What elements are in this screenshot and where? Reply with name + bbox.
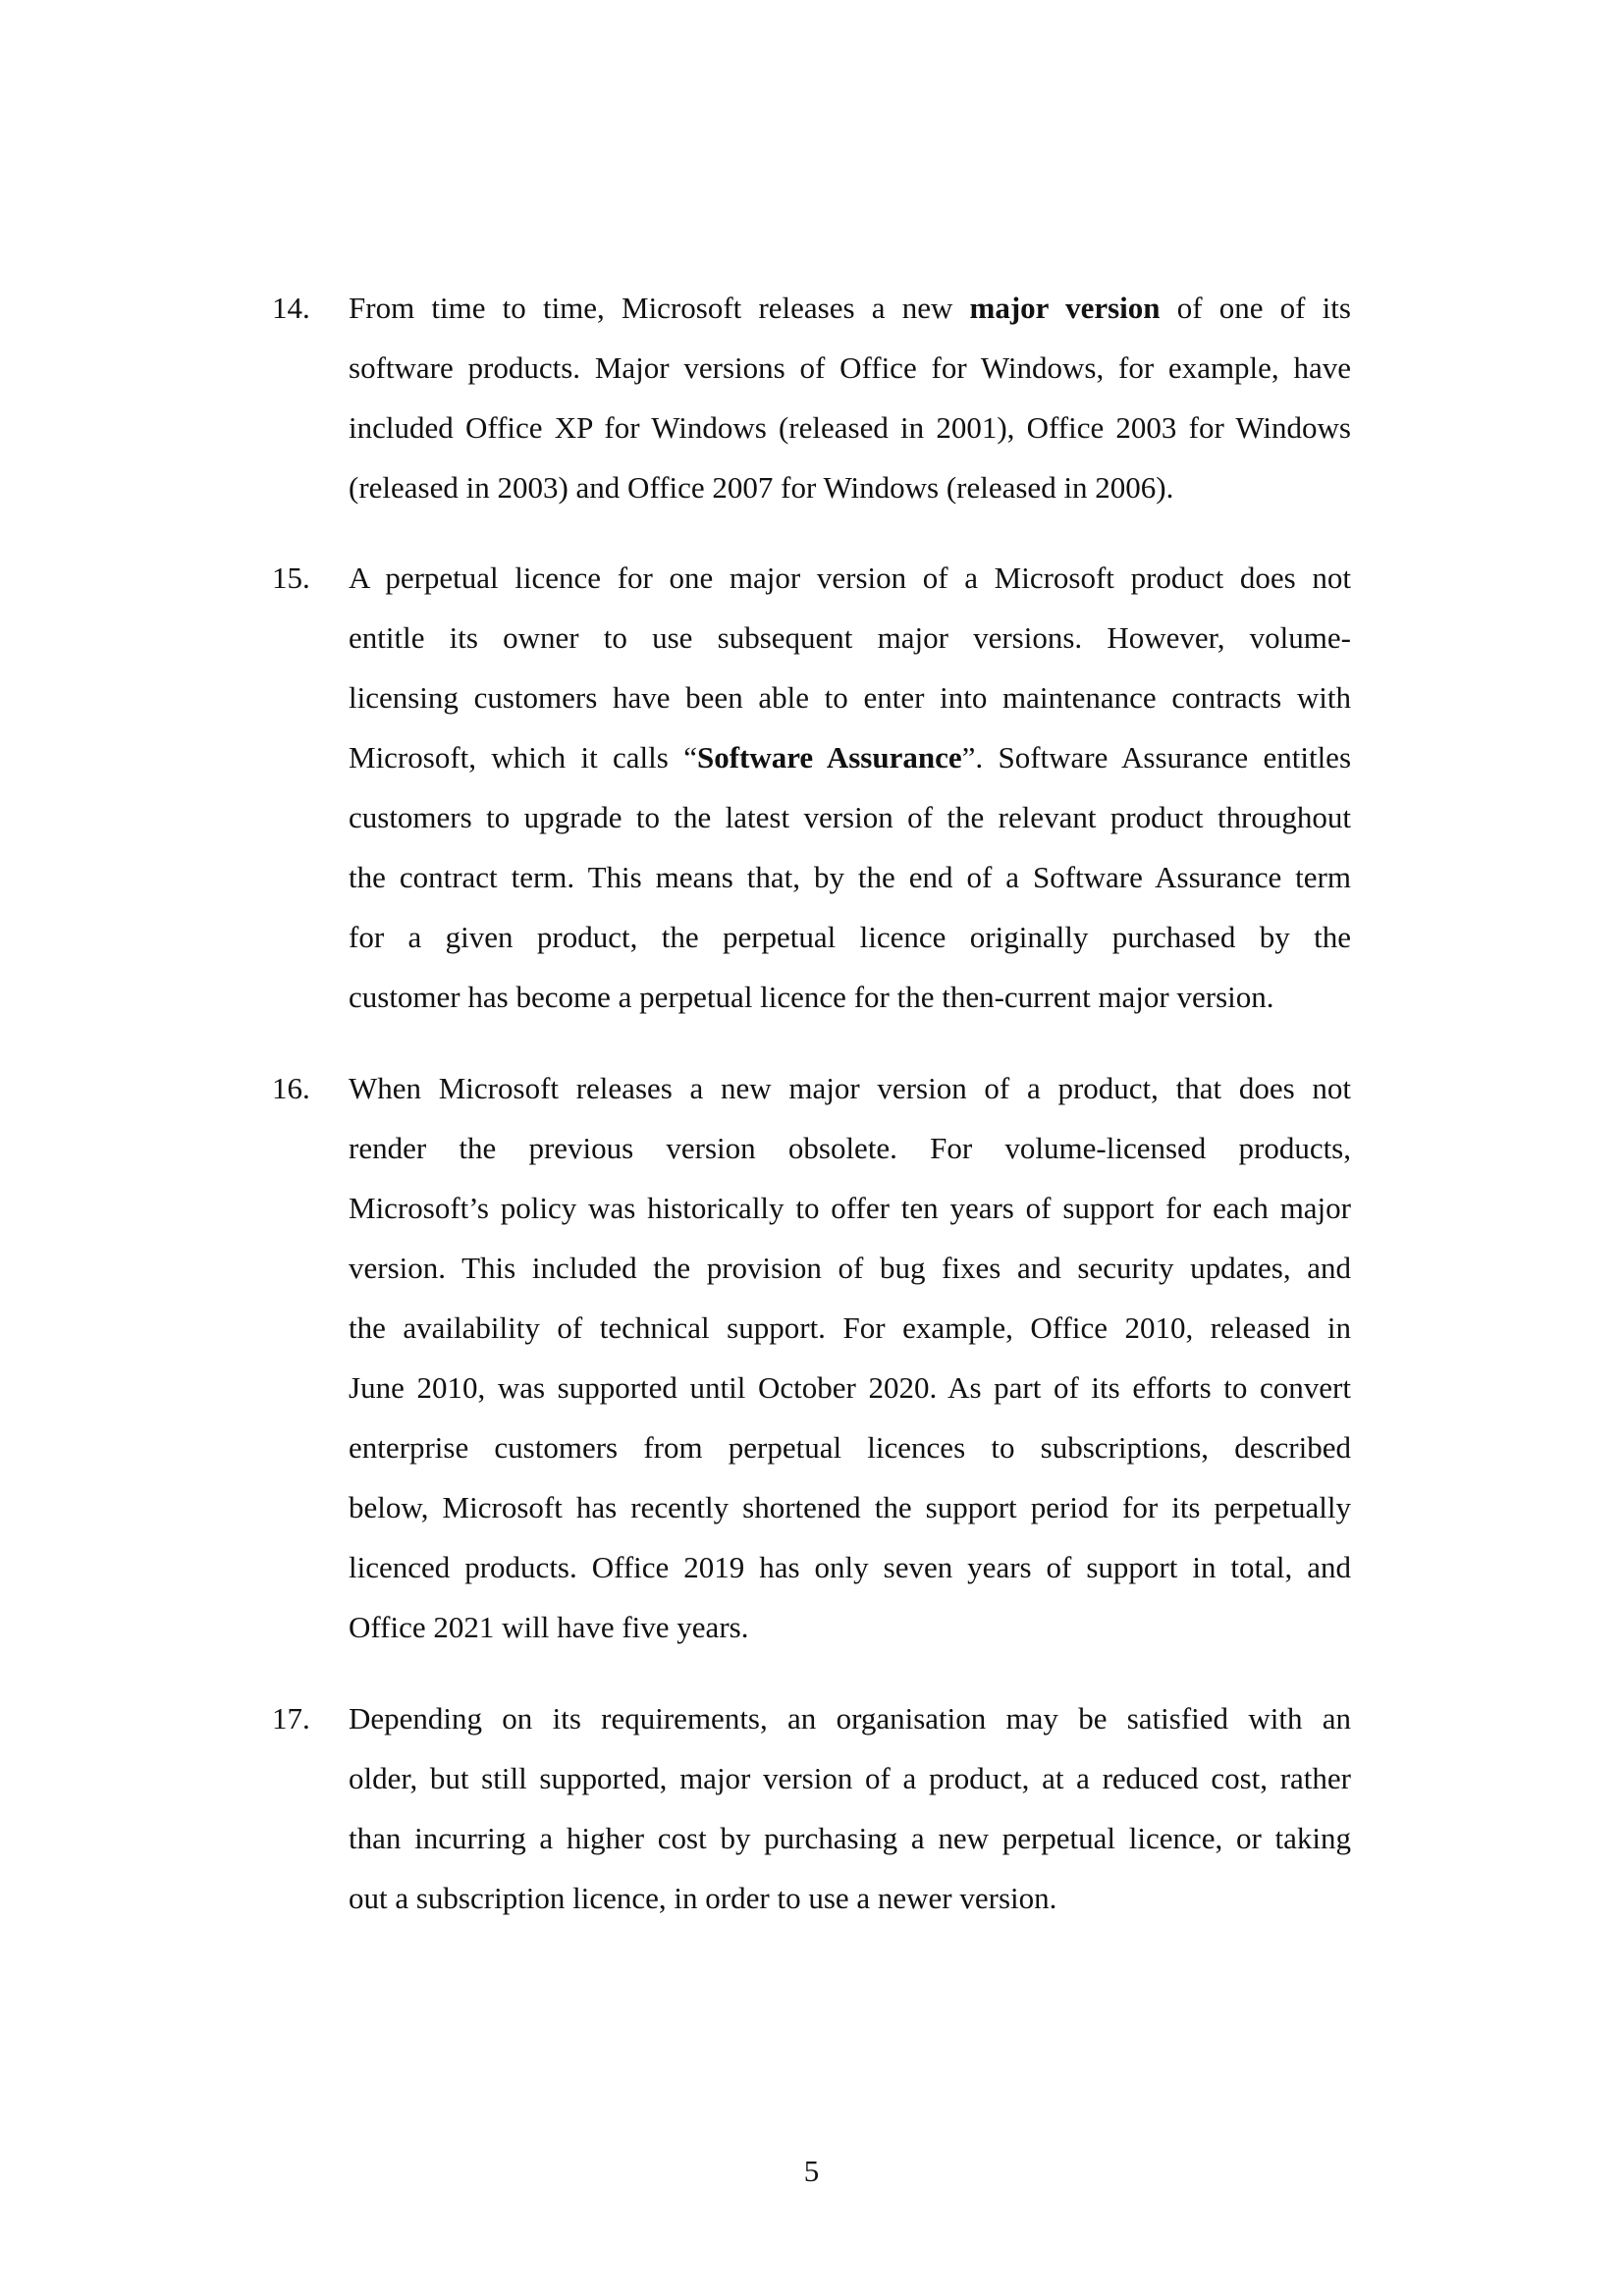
text-line: licenced products. Office 2019 has only seven years of support in total, and xyxy=(349,1550,1351,1584)
text-run: ”. Software Assurance entitles xyxy=(961,740,1352,774)
text-line: enterprise customers from perpetual licences to subscriptions, described xyxy=(349,1430,1351,1465)
text-line: June 2010, was supported until October 2020. As part of its efforts to convert xyxy=(349,1370,1351,1405)
text-line: the availability of technical support. For example, Office 2010, released in xyxy=(349,1310,1351,1345)
text-line: customers to upgrade to the latest version of the relevant product throughout xyxy=(349,800,1351,834)
text-line xyxy=(349,727,1351,787)
paragraph-body xyxy=(349,1058,1351,1657)
text-line: render the previous version obsolete. For volume-licensed products, xyxy=(349,1131,1351,1165)
text-line: below, Microsoft has recently shortened the support period for its perpetually xyxy=(349,1490,1351,1524)
text-line: software products. Major versions of Office for Windows, for example, have xyxy=(349,350,1351,385)
text-line xyxy=(349,278,1351,338)
page-number: 5 xyxy=(803,2154,820,2188)
text-line: customer has become a perpetual licence for the then-current major version. xyxy=(349,980,1274,1014)
text-line: entitle its owner to use subsequent major versions. However, volume- xyxy=(349,620,1351,655)
paragraph-number: 14. xyxy=(272,291,310,325)
paragraph-number: 16. xyxy=(272,1071,310,1105)
text-line: A perpetual licence for one major version of a Microsoft product does not xyxy=(349,561,1351,595)
text-line: included Office XP for Windows (released in 2001), Office 2003 for Windows xyxy=(349,410,1351,445)
text-line: than incurring a higher cost by purchasing a new perpetual licence, or taking xyxy=(349,1821,1351,1855)
text-line: for a given product, the perpetual licence originally purchased by the xyxy=(349,920,1351,954)
text-line: licensing customers have been able to enter into maintenance contracts with xyxy=(349,680,1351,715)
defined-term-software-assurance: Software Assurance xyxy=(696,740,962,774)
paragraph-body xyxy=(349,1688,1351,1928)
text-line: Microsoft’s policy was historically to offer ten years of support for each major xyxy=(349,1191,1351,1225)
text-line: version. This included the provision of bug fixes and security updates, and xyxy=(349,1251,1351,1285)
text-line: Depending on its requirements, an organisation may be satisfied with an xyxy=(349,1701,1351,1735)
paragraph-body xyxy=(349,548,1351,1027)
text-line: out a subscription licence, in order to use a newer version. xyxy=(349,1881,1057,1915)
text-line: older, but still supported, major version of a product, at a reduced cost, rather xyxy=(349,1761,1351,1795)
text-line: Office 2021 will have five years. xyxy=(349,1610,749,1644)
text-line: When Microsoft releases a new major version of a product, that does not xyxy=(349,1071,1351,1105)
text-line: the contract term. This means that, by the end of a Software Assurance term xyxy=(349,860,1351,894)
paragraph-body xyxy=(349,278,1351,517)
paragraph-number: 15. xyxy=(272,561,310,595)
defined-term-major-version: major version xyxy=(969,291,1161,325)
text-line: (released in 2003) and Office 2007 for Windows (released in 2006). xyxy=(349,470,1174,505)
text-run: Microsoft, which it calls “ xyxy=(349,740,697,774)
paragraph-number: 17. xyxy=(272,1701,310,1735)
text-run: From time to time, Microsoft releases a new xyxy=(349,291,970,325)
text-run: of one of its xyxy=(1160,291,1351,325)
